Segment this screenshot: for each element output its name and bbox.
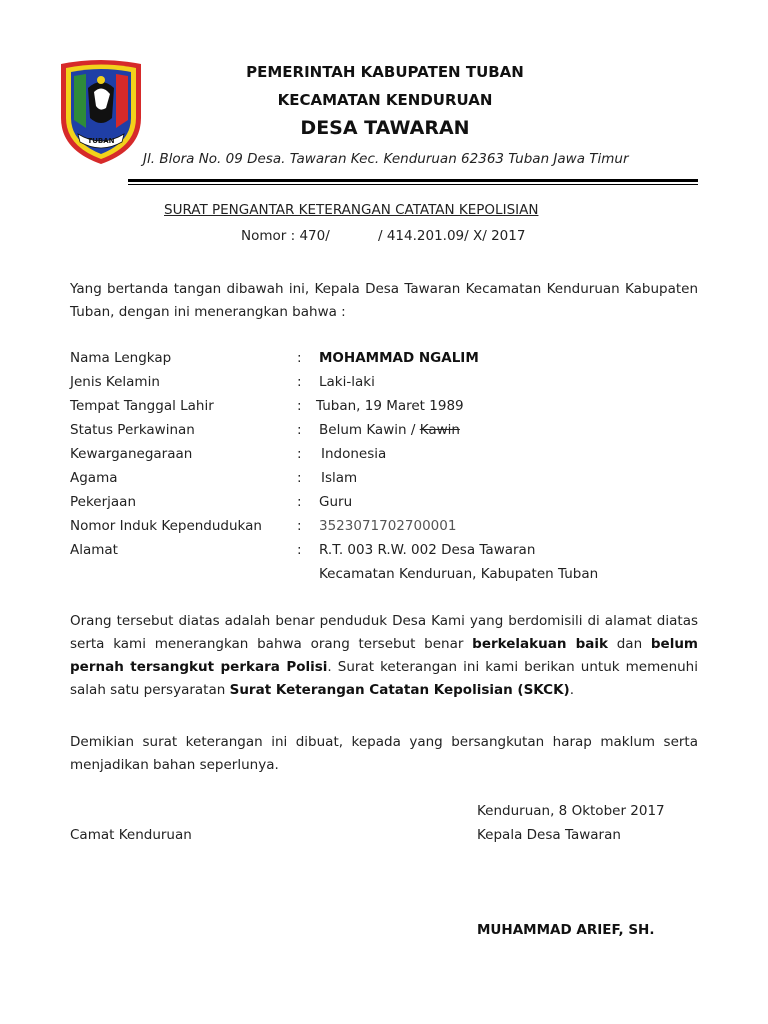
header-district-name: KECAMATAN KENDURUAN: [277, 91, 493, 109]
field-label: Nama Lengkap: [70, 350, 172, 366]
statement-text: Orang tersebut diatas adalah benar penduduk Desa Kami yang berdomisili di alamat diatas serta kami menerangkan bahwa orang tersebut benar: [70, 613, 698, 652]
marital-status-struck: Kawin: [419, 422, 460, 438]
field-value: MOHAMMAD NGALIM: [319, 350, 479, 366]
field-colon: :: [297, 398, 302, 414]
field-colon: :: [297, 518, 302, 534]
marital-status-selected: Belum Kawin /: [319, 422, 416, 438]
field-colon: :: [297, 494, 302, 510]
field-value: Tuban, 19 Maret 1989: [316, 398, 464, 414]
intro-paragraph: Yang bertanda tangan dibawah ini, Kepala Desa Tawaran Kecamatan Kenduruan Kabupaten Tuban, dengan ini menerangkan bahwa :: [70, 281, 698, 320]
statement-bold-no-police-case: belum pernah tersangkut perkara Polisi: [70, 636, 698, 675]
field-label: Pekerjaan: [70, 494, 137, 510]
field-label: Tempat Tanggal Lahir: [70, 398, 214, 414]
header-village-name: DESA TAWARAN: [300, 117, 470, 139]
field-label: Nomor Induk Kependudukan: [70, 518, 262, 534]
field-value: [319, 422, 460, 438]
statement-bold-good-conduct: berkelakuan baik: [472, 636, 608, 652]
field-value: 3523071702700001: [319, 518, 457, 534]
header-divider-thick: [128, 179, 698, 182]
field-label: Agama: [70, 470, 118, 486]
field-label: Jenis Kelamin: [70, 374, 160, 390]
letter-number-suffix: / 414.201.09/ X/ 2017: [378, 228, 526, 244]
statement-bold-skck: Surat Keterangan Catatan Kepolisian (SKCK): [229, 682, 570, 698]
signature-right-title: Kepala Desa Tawaran: [477, 827, 621, 843]
field-colon: :: [297, 350, 302, 366]
header-address: Jl. Blora No. 09 Desa. Tawaran Kec. Kenduruan 62363 Tuban Jawa Timur: [143, 151, 629, 167]
field-label: Status Perkawinan: [70, 422, 195, 438]
signature-right-name: MUHAMMAD ARIEF, SH.: [477, 922, 655, 938]
statement-text: dan: [607, 636, 651, 652]
signature-left-title: Camat Kenduruan: [70, 827, 192, 843]
field-colon: :: [297, 470, 302, 486]
statement-text: .: [569, 682, 574, 698]
header-government-name: PEMERINTAH KABUPATEN TUBAN: [246, 63, 524, 81]
letter-number-prefix: Nomor : 470/: [241, 228, 330, 244]
letter-title: SURAT PENGANTAR KETERANGAN CATATAN KEPOLISIAN: [164, 202, 539, 218]
field-colon: :: [297, 542, 302, 558]
field-value: R.T. 003 R.W. 002 Desa Tawaran: [319, 542, 536, 558]
field-label: Alamat: [70, 542, 118, 558]
logo-banner-text: TUBAN: [87, 137, 115, 145]
field-label: Kewarganegaraan: [70, 446, 193, 462]
field-value: Islam: [321, 470, 358, 486]
field-value: Indonesia: [321, 446, 387, 462]
tuban-coat-of-arms-logo: [56, 58, 146, 166]
field-value: Laki-laki: [319, 374, 375, 390]
field-value-line2: Kecamatan Kenduruan, Kabupaten Tuban: [319, 566, 599, 582]
field-colon: :: [297, 446, 302, 462]
field-value: Guru: [319, 494, 353, 510]
signature-place-date: Kenduruan, 8 Oktober 2017: [477, 803, 665, 819]
field-colon: :: [297, 374, 302, 390]
statement-text: . Surat keterangan ini kami berikan untuk memenuhi salah satu persyaratan: [70, 659, 698, 698]
statement-paragraph: [70, 610, 698, 702]
closing-paragraph: Demikian surat keterangan ini dibuat, kepada yang bersangkutan harap maklum serta menjadikan bahan seperlunya.: [70, 734, 698, 773]
field-colon: :: [297, 422, 302, 438]
shield-icon: [56, 58, 146, 166]
header-divider-thin: [128, 184, 698, 185]
